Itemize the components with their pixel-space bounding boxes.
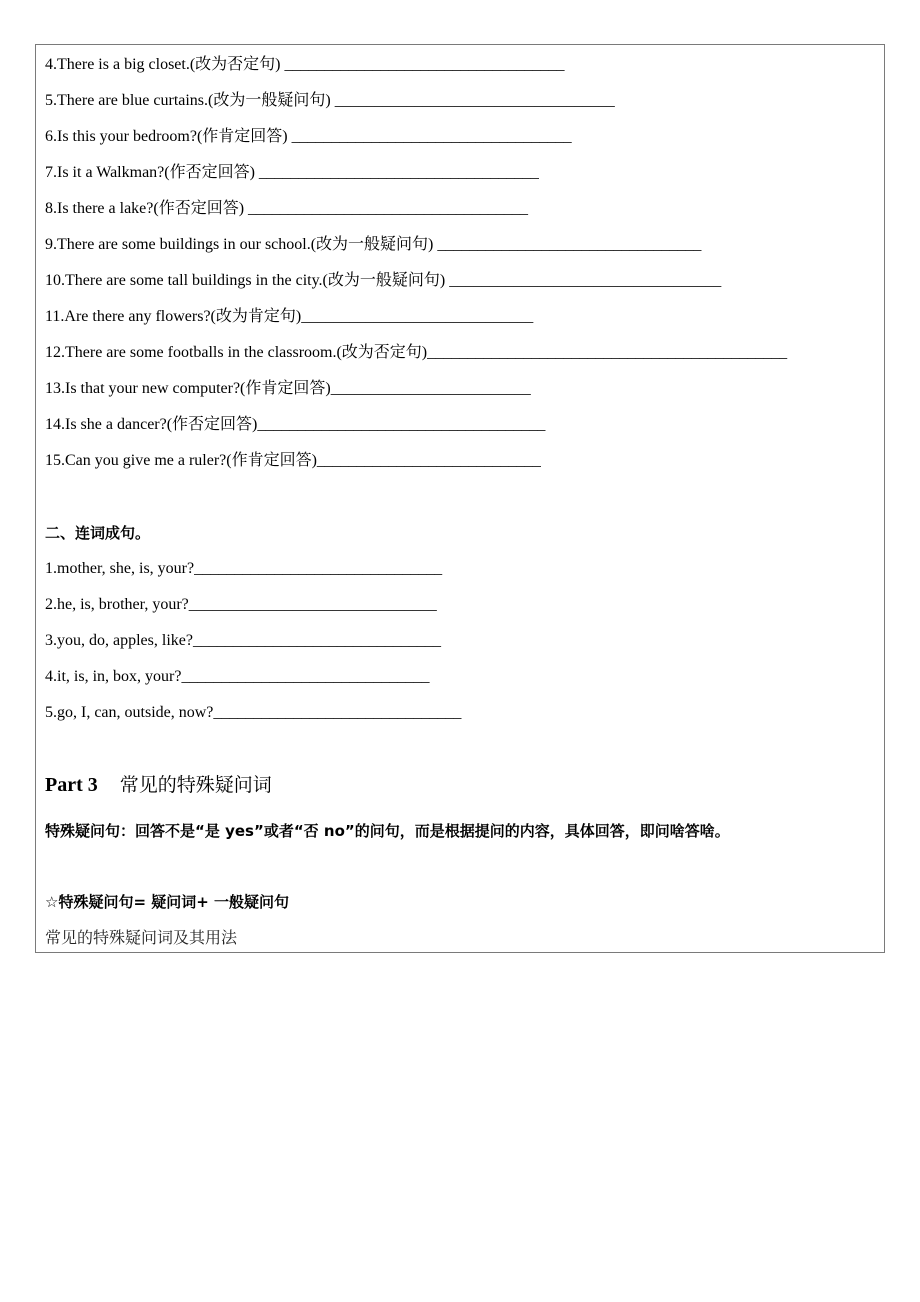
exercise-item: 8.Is there a lake?(作否定回答) ___________________________________: [45, 200, 529, 217]
part3-title: 常见的特殊疑问词: [119, 774, 272, 796]
exercise-item: 9.There are some buildings in our school.(改为一般疑问句) _________________________________: [45, 236, 702, 253]
part3-label: Part 3: [45, 774, 98, 796]
exercise-item: 5.There are blue curtains.(改为一般疑问句) ___________________________________: [45, 92, 615, 109]
exercise-item: 12.There are some footballs in the classroom.(改为否定句)_____________________________________________: [45, 344, 788, 361]
exercise-item: 6.Is this your bedroom?(作肯定回答) ___________________________________: [45, 128, 572, 145]
exercise-list-part1: [45, 47, 884, 479]
exercise-item: 10.There are some tall buildings in the city.(改为一般疑问句) __________________________________: [45, 272, 722, 289]
exercise-item: 1.mother, she, is, your?_______________________________: [45, 560, 443, 577]
exercise-item: 15.Can you give me a ruler?(作肯定回答)____________________________: [45, 452, 541, 469]
exercise-item: 5.go, I, can, outside, now?_______________________________: [45, 704, 462, 721]
definition-text: 特殊疑问句：回答不是“是 yes”或者“否 no”的问句，而是根据提问的内容，具体回答，即问啥答啥。: [45, 822, 730, 840]
exercise-item: 4.it, is, in, box, your?_______________________________: [45, 668, 430, 685]
exercise-item: 11.Are there any flowers?(改为肯定句)_____________________________: [45, 308, 534, 325]
section2-heading: 二、连词成句。: [45, 524, 151, 542]
subheading-text: 常见的特殊疑问词及其用法: [45, 928, 238, 947]
exercise-item: 13.Is that your new computer?(作肯定回答)_________________________: [45, 380, 531, 397]
exercise-item: 7.Is it a Walkman?(作否定回答) ___________________________________: [45, 164, 539, 181]
formula-text: ☆特殊疑问句= 疑问词+ 一般疑问句: [45, 893, 290, 911]
worksheet-box: [35, 44, 885, 953]
exercise-list-section2: [45, 551, 884, 731]
exercise-item: 3.you, do, apples, like?_______________________________: [45, 632, 441, 649]
exercise-item: 2.he, is, brother, your?_______________________________: [45, 596, 437, 613]
exercise-item: 14.Is she a dancer?(作否定回答)____________________________________: [45, 416, 546, 433]
part3-heading: [45, 767, 884, 803]
exercise-item: 4.There is a big closet.(改为否定句) ___________________________________: [45, 56, 565, 73]
